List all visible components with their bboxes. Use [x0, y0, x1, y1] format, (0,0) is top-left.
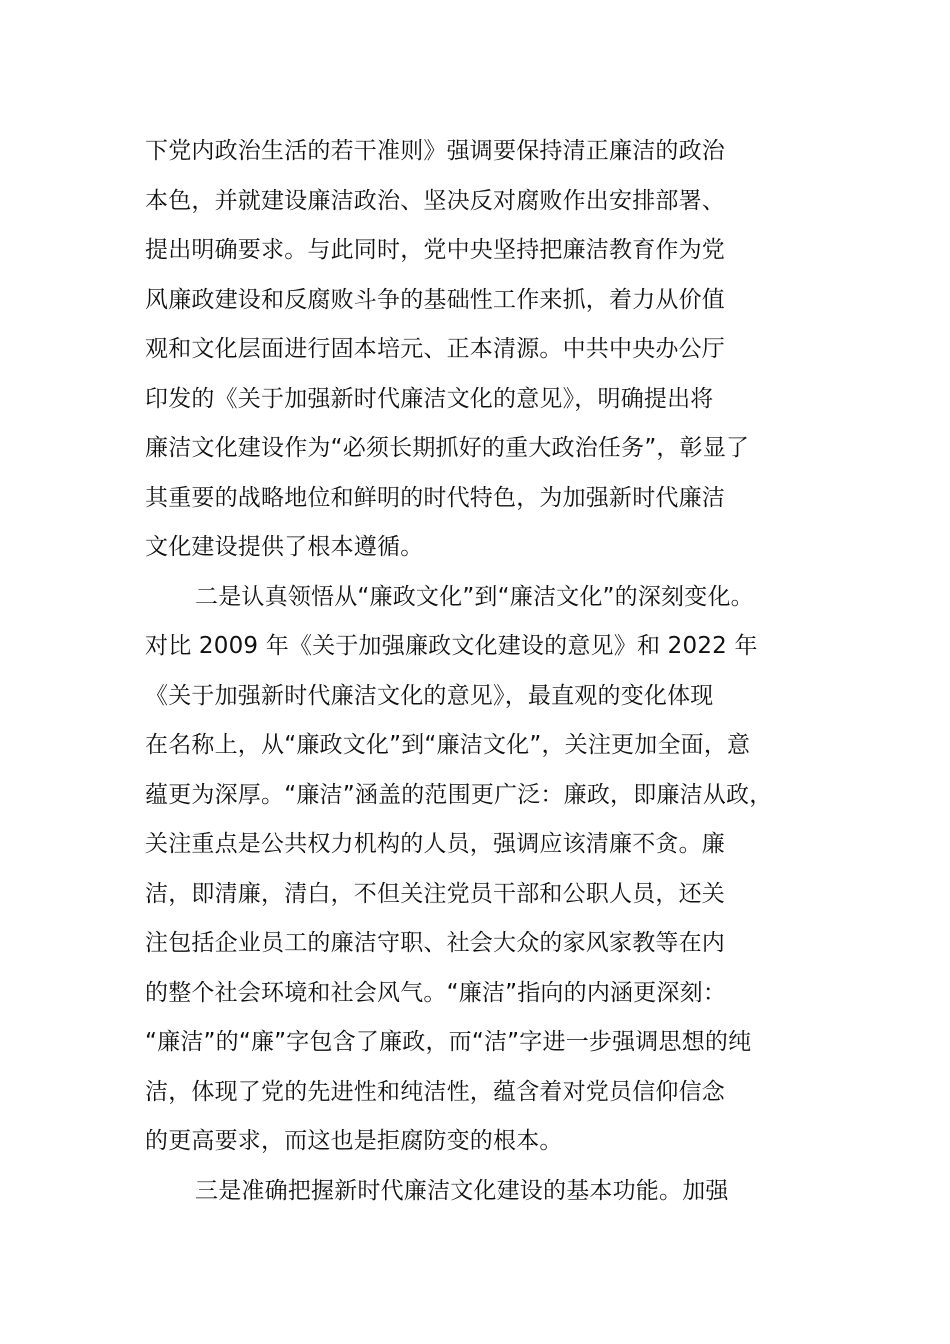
text-line: 观和文化层面进行固本培元、正本清源。中共中央办公厅 [145, 336, 725, 362]
text-line: 《关于加强新时代廉洁文化的意见》，最直观的变化体现 [145, 682, 714, 709]
text-line: 的更高要求，而这也是拒腐防变的根本。 [145, 1128, 563, 1154]
text-line: 下党内政治生活的若干准则》强调要保持清正廉洁的政治 [145, 138, 725, 164]
text-line: 对比 2009 年《关于加强廉政文化建设的意见》和 2022 年 [145, 633, 758, 659]
text-line: 其重要的战略地位和鲜明的时代特色，为加强新时代廉洁 [145, 484, 725, 511]
text-line: 提出明确要求。与此同时，党中央坚持把廉洁教育作为党 [145, 237, 725, 263]
text-line: 洁，体现了党的先进性和纯洁性，蕴含着对党员信仰信念 [145, 1078, 725, 1105]
text-line: 廉洁文化建设作为“必须长期抓好的重大政治任务”，彰显了 [145, 435, 750, 461]
text-line: 蕴更为深厚。“廉洁”涵盖的范围更广泛：廉政，即廉洁从政， [145, 781, 773, 808]
text-line: 的整个社会环境和社会风气。“廉洁”指向的内涵更深刻： [145, 979, 727, 1006]
text-line: 洁，即清廉，清白，不但关注党员干部和公职人员，还关 [145, 880, 725, 907]
text-line: 关注重点是公共权力机构的人员，强调应该清廉不贪。廉 [145, 831, 725, 857]
text-line: 在名称上，从“廉政文化”到“廉洁文化”，关注更加全面，意 [145, 732, 751, 758]
text-line: 印发的《关于加强新时代廉洁文化的意见》，明确提出将 [145, 385, 714, 412]
text-line: 风廉政建设和反腐败斗争的基础性工作来抓，着力从价值 [145, 286, 725, 313]
text-line: “廉洁”的“廉”字包含了廉政，而“洁”字进一步强调思想的纯 [145, 1029, 752, 1055]
text-line: 文化建设提供了根本遵循。 [145, 534, 424, 560]
paragraph-heading-line: 三是准确把握新时代廉洁文化建设的基本功能。加强 [195, 1177, 729, 1204]
paragraph-heading-line: 二是认真领悟从“廉政文化”到“廉洁文化”的深刻变化。 [195, 583, 754, 610]
body-text [145, 127, 845, 1216]
text-line: 本色，并就建设廉洁政治、坚决反对腐败作出安排部署、 [145, 187, 725, 214]
text-line: 注包括企业员工的廉洁守职、社会大众的家风家教等在内 [145, 930, 725, 956]
